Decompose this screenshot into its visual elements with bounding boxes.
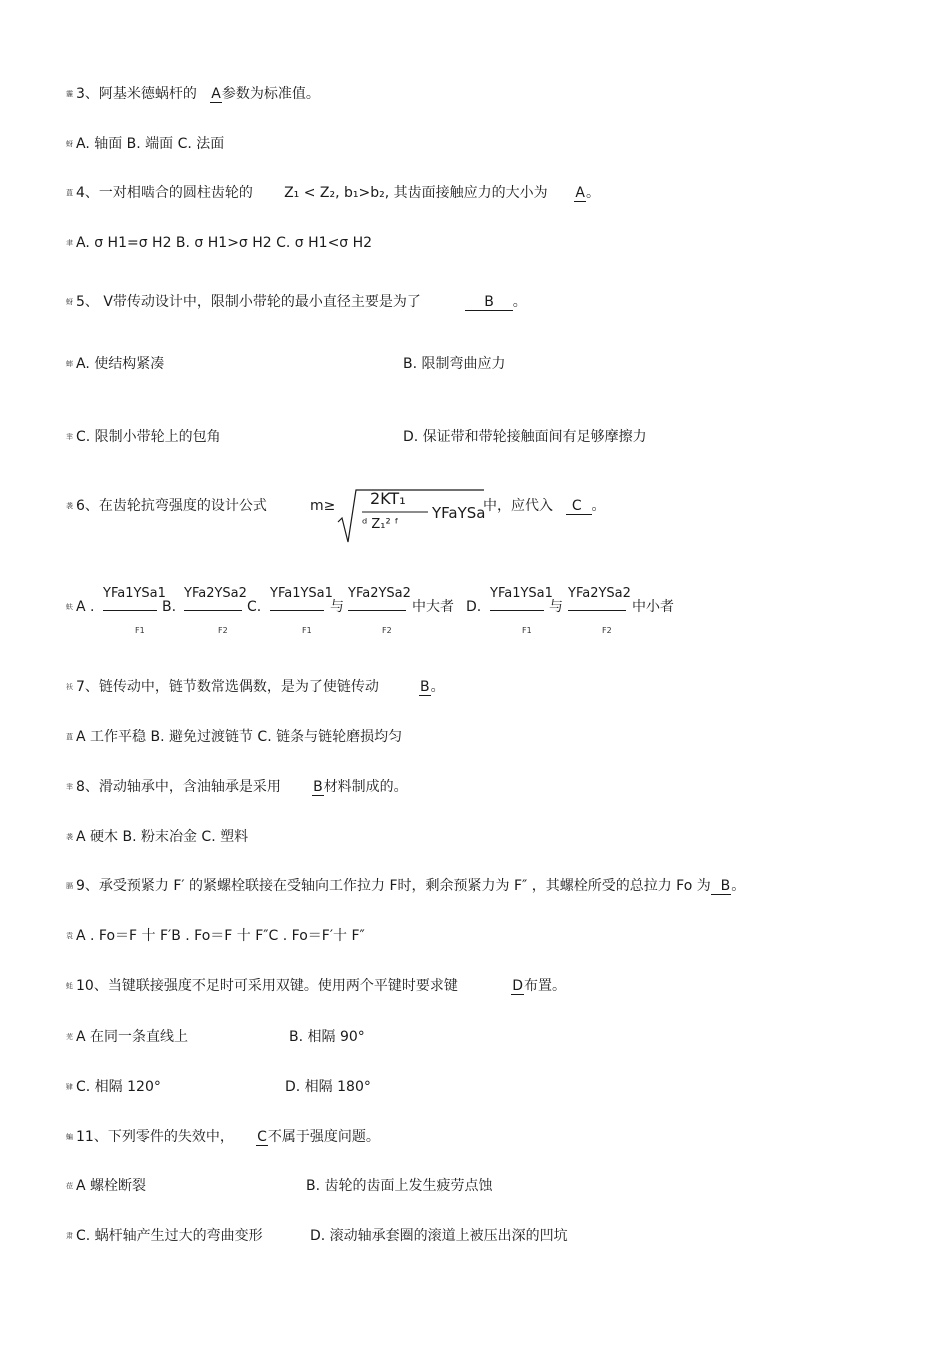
options-text: A. σ H1=σ H2 B. σ H1>σ H2 C. σ H1<σ H2: [76, 235, 373, 251]
question-10-option-c: [66, 1078, 161, 1096]
question-3: [66, 85, 320, 103]
margin-mark: 膈: [66, 882, 73, 890]
frac-d2-num: YFa2YSa2: [568, 586, 631, 601]
answer: D: [512, 978, 524, 994]
frac-c2-den: F2: [382, 626, 392, 635]
margin-mark: 袁: [66, 932, 73, 940]
option-a: A 螺栓断裂: [76, 1178, 147, 1194]
frac-a-bar: [103, 610, 157, 611]
margin-mark: 蒀: [66, 733, 73, 741]
question-5-option-a: [66, 355, 164, 373]
question-7: [66, 678, 445, 696]
margin-mark: 蚝: [66, 982, 73, 990]
question-7-options: [66, 728, 402, 746]
margin-mark: 芜: [66, 1033, 73, 1041]
question-text-2: 其齿面接触应力的大小为: [393, 185, 548, 201]
question-11-option-c: [66, 1227, 263, 1245]
question-3-options: [66, 135, 224, 153]
answer: A: [211, 86, 221, 102]
question-11: [66, 1128, 380, 1146]
question-tail: 。: [512, 294, 527, 310]
question-tail: 不属于强度问题。: [267, 1129, 380, 1145]
frac-b-bar: [184, 610, 242, 611]
option-c-label: C.: [247, 599, 262, 615]
question-11-option-d: D. 滚动轴承套圈的滚道上被压出深的凹坑: [310, 1228, 568, 1244]
margin-mark: 蒀: [66, 189, 73, 197]
question-text: 11、下列零件的失效中，: [76, 1129, 234, 1145]
yu-2: 与: [549, 599, 563, 615]
margin-mark: 袭: [66, 833, 73, 841]
options-text: A. 轴面 B. 端面 C. 法面: [76, 136, 225, 152]
c-tail: 中大者: [412, 599, 454, 615]
frac-c1-bar: [270, 610, 324, 611]
question-text: 9、承受预紧力 F′ 的紧螺栓联接在受轴向工作拉力 F时，剩余预紧力为 F″ ，其螺栓所受的总拉力 Fo 为: [76, 878, 711, 894]
question-5: [66, 293, 527, 311]
answer: B: [465, 294, 512, 311]
question-8: [66, 778, 408, 796]
question-11-option-b: B. 齿轮的齿面上发生疲劳点蚀: [306, 1178, 493, 1194]
option-c: C. 蜗杆轴产生过大的弯曲变形: [76, 1228, 263, 1244]
question-8-options: [66, 828, 248, 846]
frac-b-num: YFa2YSa2: [184, 586, 247, 601]
question-10-option-b: B. 相隔 90°: [289, 1029, 365, 1045]
question-tail: 。: [731, 878, 746, 894]
question-4-options: [66, 234, 372, 252]
question-tail: 参数为标准值。: [221, 86, 320, 102]
frac-a-num: YFa1YSa1: [103, 586, 166, 601]
frac-a-den: F1: [135, 626, 145, 635]
frac-c1-den: F1: [302, 626, 312, 635]
answer: B: [419, 679, 430, 695]
margin-mark: 莅: [66, 1182, 73, 1190]
options-text: A 硬木 B. 粉末冶金 C. 塑料: [76, 829, 249, 845]
answer: C: [257, 1129, 267, 1145]
option-a: A 在同一条直线上: [76, 1029, 189, 1045]
answer: C: [566, 498, 591, 515]
question-11-option-a: [66, 1177, 146, 1195]
question-5-option-d: D. 保证带和带轮接触面间有足够摩擦力: [403, 429, 647, 445]
margin-mark: 霾: [66, 90, 73, 98]
option-b-label: B.: [162, 599, 177, 615]
frac-d2-den: F2: [602, 626, 612, 635]
question-9: [66, 877, 745, 895]
question-4: [66, 184, 600, 202]
question-text: 6、在齿轮抗弯强度的设计公式: [76, 498, 267, 514]
question-text: 4、一对相啮合的圆柱齿轮的: [76, 185, 253, 201]
question-6-mid: 中，应代入 C 。: [483, 498, 606, 514]
question-text: 7、链传动中，链节数常选偶数，是为了使链传动: [76, 679, 379, 695]
option-d-label: D.: [466, 599, 482, 615]
question-10-option-d: D. 相隔 180°: [285, 1079, 371, 1095]
margin-mark: 袭: [66, 502, 73, 510]
answer: A: [575, 185, 585, 201]
answer: B: [711, 878, 732, 895]
question-text: 10、当键联接强度不足时可采用双键。使用两个平键时要求键: [76, 978, 458, 994]
option-a-label: A .: [76, 599, 95, 615]
option-c: C. 相隔 120°: [76, 1079, 161, 1095]
option-c: C. 限制小带轮上的包角: [76, 429, 221, 445]
margin-mark: 袄: [66, 683, 73, 691]
margin-mark: 蚜: [66, 298, 73, 306]
margin-mark: 蚜: [66, 140, 73, 148]
margin-mark: 蝙: [66, 1133, 73, 1141]
margin-mark: 芈: [66, 783, 73, 791]
formula-numerator: 2KT₁: [370, 489, 406, 508]
question-5-option-b: B. 限制弯曲应力: [403, 356, 506, 372]
frac-b-den: F2: [218, 626, 228, 635]
question-tail: 材料制成的。: [323, 779, 408, 795]
frac-d2-bar: [568, 610, 626, 611]
frac-d1-den: F1: [522, 626, 532, 635]
frac-c1-num: YFa1YSa1: [270, 586, 333, 601]
formula-m: m≥: [310, 498, 336, 514]
margin-mark: 肃: [66, 1232, 73, 1240]
question-5-option-c: [66, 428, 221, 446]
formula-y: YFaYSa: [432, 504, 486, 522]
answer: B: [313, 779, 323, 795]
frac-c2-bar: [348, 610, 406, 611]
frac-d1-num: YFa1YSa1: [490, 586, 553, 601]
option-a: A. 使结构紧凑: [76, 356, 165, 372]
question-text: 3、阿基米德蜗杆的: [76, 86, 197, 102]
question-text: 8、滑动轴承中，含油轴承是采用: [76, 779, 281, 795]
question-6-options: [66, 598, 94, 616]
question-6: [66, 497, 267, 515]
question-tail: 。: [430, 679, 445, 695]
margin-mark: 肄: [66, 1083, 73, 1091]
margin-mark: 蚨: [66, 603, 73, 611]
question-10: [66, 977, 566, 995]
question-tail: 布置。: [524, 978, 567, 994]
question-10-option-a: [66, 1028, 188, 1046]
yu-1: 与: [330, 599, 344, 615]
margin-mark: 芈: [66, 433, 73, 441]
options-text: A . Fo＝F 十 F′B . Fo＝F 十 F″C . Fo＝F′十 F″: [76, 928, 365, 944]
frac-c2-num: YFa2YSa2: [348, 586, 411, 601]
options-text: A 工作平稳 B. 避免过渡链节 C. 链条与链轮磨损均匀: [76, 729, 403, 745]
question-text: 5、 V带传动设计中，限制小带轮的最小直径主要是为了: [76, 294, 421, 310]
d-tail: 中小者: [632, 599, 674, 615]
question-tail: 。: [585, 185, 600, 201]
z-relation: Z₁ < Z₂, b₁>b₂,: [284, 185, 390, 201]
formula-denominator: ᵈ Z₁² ᶠ: [362, 517, 399, 532]
margin-mark: 聿: [66, 239, 73, 247]
margin-mark: 蟀: [66, 360, 73, 368]
frac-d1-bar: [490, 610, 544, 611]
question-9-options: [66, 927, 365, 945]
